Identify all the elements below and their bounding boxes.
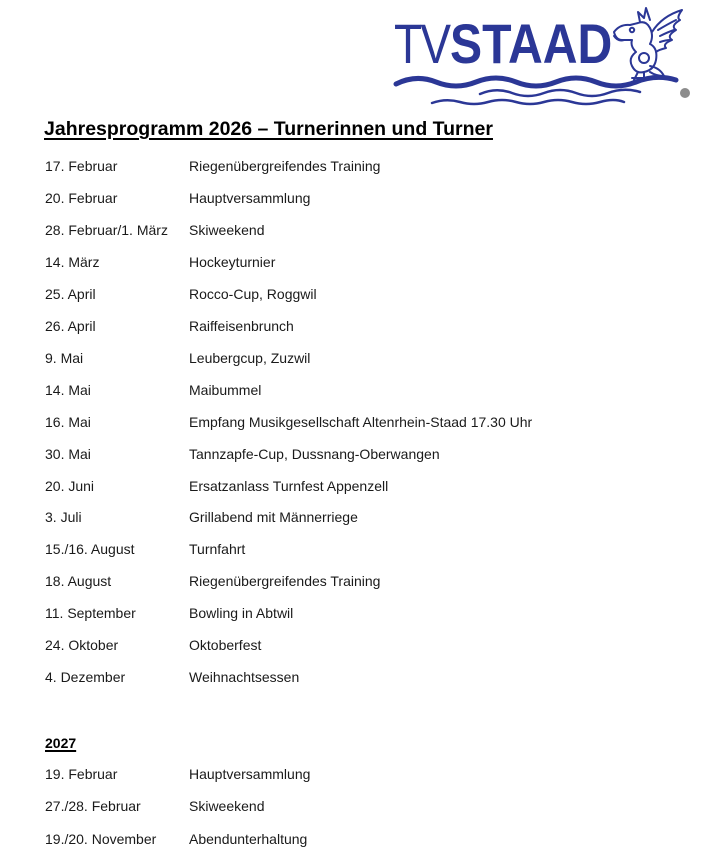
club-logo <box>388 6 700 106</box>
page-title: Jahresprogramm 2026 – Turnerinnen und Turner <box>44 118 493 140</box>
event-date: 16. Mai <box>45 413 91 430</box>
event-date: 19. Februar <box>45 766 118 782</box>
event-name: Hauptversammlung <box>189 189 311 206</box>
event-date: 18. August <box>45 573 112 590</box>
event-date: 14. März <box>45 253 100 270</box>
event-name: Grillabend mit Männerriege <box>189 509 358 526</box>
event-date: 27./28. Februar <box>45 798 141 815</box>
logo-text-staad: STAAD <box>449 12 612 75</box>
event-date: 14. Mai <box>45 381 91 398</box>
event-name: Tannzapfe-Cup, Dussnang-Oberwangen <box>189 445 440 462</box>
event-date: 20. Februar <box>45 189 118 206</box>
event-name: Rocco-Cup, Roggwil <box>189 285 317 302</box>
registered-mark-icon <box>680 88 690 98</box>
event-name: Skiweekend <box>189 798 265 815</box>
event-date: 17. Februar <box>45 158 118 174</box>
event-date: 9. Mai <box>45 349 84 366</box>
event-date: 24. Oktober <box>45 637 119 654</box>
event-date: 26. April <box>45 317 96 334</box>
bird-emblem-icon <box>610 6 688 84</box>
event-date: 3. Juli <box>45 509 82 526</box>
event-name: Hauptversammlung <box>189 766 311 782</box>
event-date: 4. Dezember <box>45 669 126 686</box>
event-name: Skiweekend <box>189 221 265 238</box>
logo-wordmark <box>394 12 638 75</box>
event-name: Hockeyturnier <box>189 253 276 270</box>
event-date: 15./16. August <box>45 541 135 558</box>
event-name: Ersatzanlass Turnfest Appenzell <box>189 477 389 494</box>
event-name: Riegenübergreifendes Training <box>189 573 381 590</box>
event-date: 28. Februar/1. März <box>45 221 168 238</box>
event-date: 19./20. November <box>45 830 157 847</box>
event-name: Bowling in Abtwil <box>189 605 294 622</box>
event-name: Turnfahrt <box>189 541 246 558</box>
event-date: 11. September <box>45 605 136 622</box>
event-date: 25. April <box>45 285 96 302</box>
event-name: Raiffeisenbrunch <box>189 317 294 334</box>
event-name: Riegenübergreifendes Training <box>189 158 381 174</box>
event-name: Empfang Musikgesellschaft Altenrhein-Staad 17.30 Uhr <box>189 413 533 430</box>
event-name: Maibummel <box>189 381 262 398</box>
event-name: Oktoberfest <box>189 637 262 654</box>
event-date: 30. Mai <box>45 445 91 462</box>
event-name: Leubergcup, Zuzwil <box>189 349 311 366</box>
event-date: 20. Juni <box>45 477 95 494</box>
section-heading-2027: 2027 <box>45 735 77 751</box>
logo-text-tv: TV <box>394 12 450 75</box>
event-name: Weihnachtsessen <box>189 669 300 686</box>
event-name: Abendunterhaltung <box>189 830 308 847</box>
